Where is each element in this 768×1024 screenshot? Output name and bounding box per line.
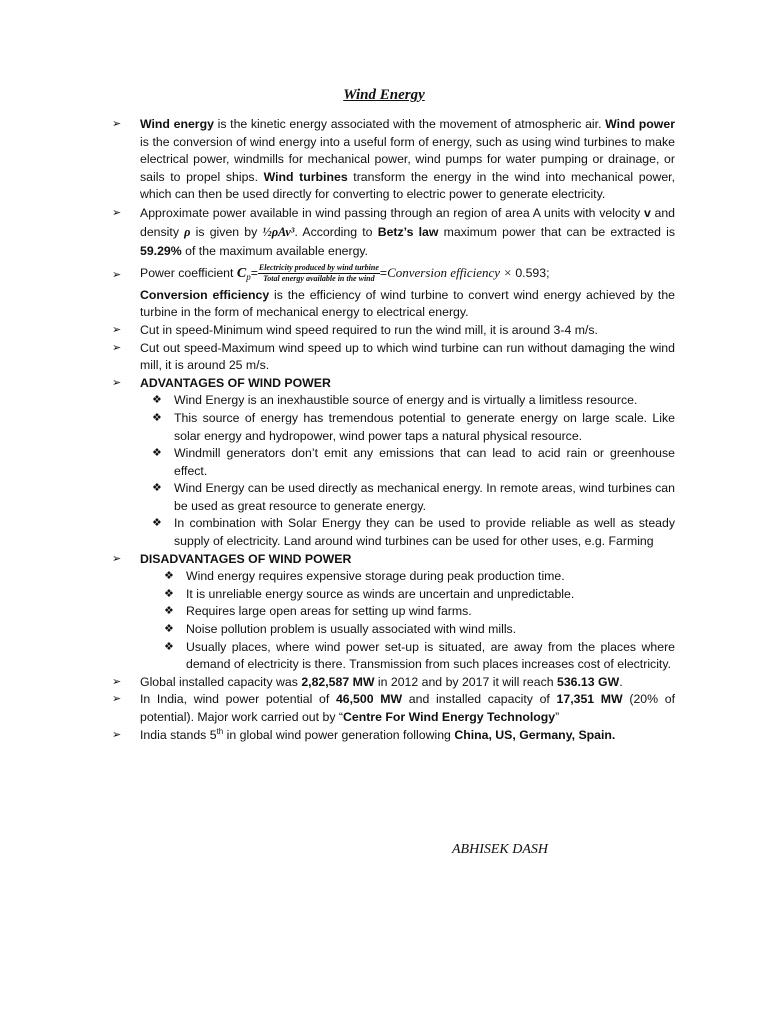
- math-formula: ρAv³: [271, 224, 295, 239]
- bold-text: Wind turbines: [263, 169, 348, 184]
- arrow-bullet-icon: ➢: [112, 693, 122, 706]
- math-symbol: =: [250, 265, 258, 280]
- body-text: 0.593;: [515, 265, 550, 280]
- diamond-bullet-icon: ❖: [152, 517, 162, 530]
- author-signature: ABHISEK DASH: [452, 842, 549, 857]
- bullet-cut-out: [112, 340, 675, 375]
- list-item-text: Windmill generators don’t emit any emissions that can lead to acid rain or greenhouse effect.: [174, 446, 675, 478]
- arrow-bullet-icon: ➢: [112, 341, 122, 354]
- bullet-india-rank: [112, 727, 675, 745]
- advantage-item: [112, 445, 675, 480]
- bold-text: v: [643, 205, 651, 220]
- bold-text: China, US, Germany, Spain.: [454, 727, 616, 742]
- body-text: . According to: [294, 224, 378, 239]
- arrow-bullet-icon: ➢: [112, 118, 122, 130]
- arrow-bullet-icon: ➢: [112, 728, 122, 741]
- section-heading: DISADVANTAGES OF WIND POWER: [140, 551, 352, 566]
- bold-text: 46,500 MW: [335, 692, 403, 707]
- disadvantage-item: [112, 603, 675, 621]
- document-body: [112, 116, 675, 744]
- section-heading: ADVANTAGES OF WIND POWER: [140, 375, 331, 390]
- list-item-text: Noise pollution problem is usually associated with wind mills.: [186, 622, 517, 637]
- bold-text: 59.29%: [140, 243, 182, 258]
- arrow-bullet-icon: ➢: [112, 675, 122, 688]
- diamond-bullet-icon: ❖: [152, 411, 162, 424]
- bold-text: Centre For Wind Energy Technology: [342, 710, 556, 725]
- diamond-bullet-icon: ❖: [164, 587, 174, 600]
- advantage-item: [112, 392, 675, 410]
- arrow-bullet-icon: ➢: [112, 552, 122, 565]
- body-text: is the efficiency of wind turbine to convert wind energy achieved by the turbine in the form of mechanical energy to electrical energy.: [140, 287, 675, 320]
- bullet-power-coefficient: [112, 263, 675, 322]
- diamond-bullet-icon: ❖: [164, 640, 174, 653]
- body-text: transform the energy in the wind into mechanical power, which can then be used directly for converting to electric power to generate electricity.: [140, 169, 675, 202]
- fraction: [258, 263, 380, 284]
- body-text: is the conversion of wind energy into a useful form of energy, such as using wind turbines to make electrical power, windmills for mechanical power, wind pumps for water pumping or drainage, or sails to propel ships.: [140, 134, 675, 184]
- advantages-heading: [112, 375, 675, 393]
- arrow-bullet-icon: ➢: [112, 323, 122, 336]
- body-text: is given by: [190, 224, 263, 239]
- body-text: Global installed capacity was: [140, 674, 302, 689]
- arrow-bullet-icon: ➢: [112, 206, 122, 219]
- math-symbol: C: [236, 265, 247, 281]
- body-text: in 2012 and by 2017 it will reach: [374, 674, 557, 689]
- math-symbol: p: [246, 272, 251, 283]
- list-item-text: Wind Energy can be used directly as mechanical energy. In remote areas, wind turbines can be used as great resource to generate energy.: [174, 481, 675, 513]
- body-text: ”: [555, 710, 560, 725]
- list-item-text: Usually places, where wind power set-up is situated, are away from the places where demand of electricity is there. Transmission from such places increases cost of electricity.: [186, 639, 675, 672]
- body-text: and installed capacity of: [402, 692, 557, 707]
- body-text: Cut out speed-Maximum wind speed up to which wind turbine can run without damaging the wind mill, it is around 25 m/s.: [140, 340, 675, 373]
- math-formula: Conversion efficiency ×: [387, 264, 516, 280]
- diamond-bullet-icon: ❖: [164, 605, 174, 618]
- body-text: in global wind power generation following: [223, 727, 455, 742]
- list-item-text: In combination with Solar Energy they can be used to provide reliable as well as steady supply of electricity. Land around wind turbines can be used for other uses, e.g. Farming: [174, 516, 675, 549]
- bullet-intro: [112, 116, 675, 204]
- list-item-text: Requires large open areas for setting up wind farms.: [186, 604, 472, 619]
- diamond-bullet-icon: ❖: [164, 623, 174, 636]
- disadvantage-item: [112, 568, 675, 586]
- diamond-bullet-icon: ❖: [164, 570, 174, 583]
- bullet-approx-power: [112, 204, 675, 261]
- list-item-text: This source of energy has tremendous potential to generate energy on large scale. Like solar energy and hydropower, wind power taps a natural physical resource.: [174, 410, 675, 443]
- advantage-item: [112, 410, 675, 445]
- body-text: Approximate power available in wind passing through an region of area A units with velocity: [140, 205, 644, 220]
- arrow-bullet-icon: ➢: [112, 376, 122, 389]
- bullet-global-capacity: [112, 674, 675, 692]
- disadvantages-heading: [112, 551, 675, 569]
- body-text: maximum power that can be extracted is: [438, 224, 675, 239]
- bold-text: 2,82,587 MW: [301, 674, 375, 689]
- math-symbol: =: [379, 265, 388, 280]
- bold-text: Wind energy: [140, 117, 214, 131]
- body-text: Power coefficient: [140, 265, 237, 280]
- bold-text: Betz’s law: [377, 224, 439, 239]
- bold-text: Conversion efficiency: [140, 287, 270, 302]
- bold-text: 17,351 MW: [556, 692, 623, 707]
- list-item-text: Wind Energy is an inexhaustible source of energy and is virtually a limitless resource.: [174, 393, 638, 408]
- diamond-bullet-icon: ❖: [152, 394, 162, 407]
- body-text: .: [619, 674, 623, 689]
- body-text: In India, wind power potential of: [140, 692, 336, 707]
- body-text: is the kinetic energy associated with the movement of atmospheric air.: [213, 117, 606, 131]
- bold-text: 536.13 GW: [556, 674, 620, 689]
- advantage-item: [112, 515, 675, 550]
- body-text: (20% of potential). Major work carried out by “: [140, 692, 675, 725]
- diamond-bullet-icon: ❖: [152, 447, 162, 460]
- body-text: Cut in speed-Minimum wind speed required to run the wind mill, it is around 3-4 m/s.: [140, 322, 598, 337]
- bullet-cut-in: [112, 322, 675, 340]
- list-item-text: It is unreliable energy source as winds are uncertain and unpredictable.: [186, 586, 575, 601]
- body-text: India stands 5: [140, 727, 217, 742]
- page-title: Wind Energy: [343, 87, 425, 103]
- advantage-item: [112, 480, 675, 515]
- list-item-text: Wind energy requires expensive storage during peak production time.: [186, 569, 565, 584]
- arrow-bullet-icon: ➢: [112, 268, 122, 281]
- fraction-numerator: Electricity produced by wind turbine: [258, 262, 379, 272]
- body-text: and density: [140, 205, 675, 239]
- math-symbol: ½: [262, 224, 272, 239]
- bold-text: Wind power: [605, 117, 675, 131]
- body-text: of the maximum available energy.: [181, 243, 369, 258]
- superscript: th: [216, 726, 224, 736]
- fraction-denominator: Total energy available in the wind: [263, 273, 375, 283]
- disadvantage-item: [112, 639, 675, 674]
- disadvantage-item: [112, 586, 675, 604]
- diamond-bullet-icon: ❖: [152, 482, 162, 495]
- disadvantage-item: [112, 621, 675, 639]
- math-symbol: ρ: [184, 224, 191, 239]
- bullet-india-potential: [112, 691, 675, 726]
